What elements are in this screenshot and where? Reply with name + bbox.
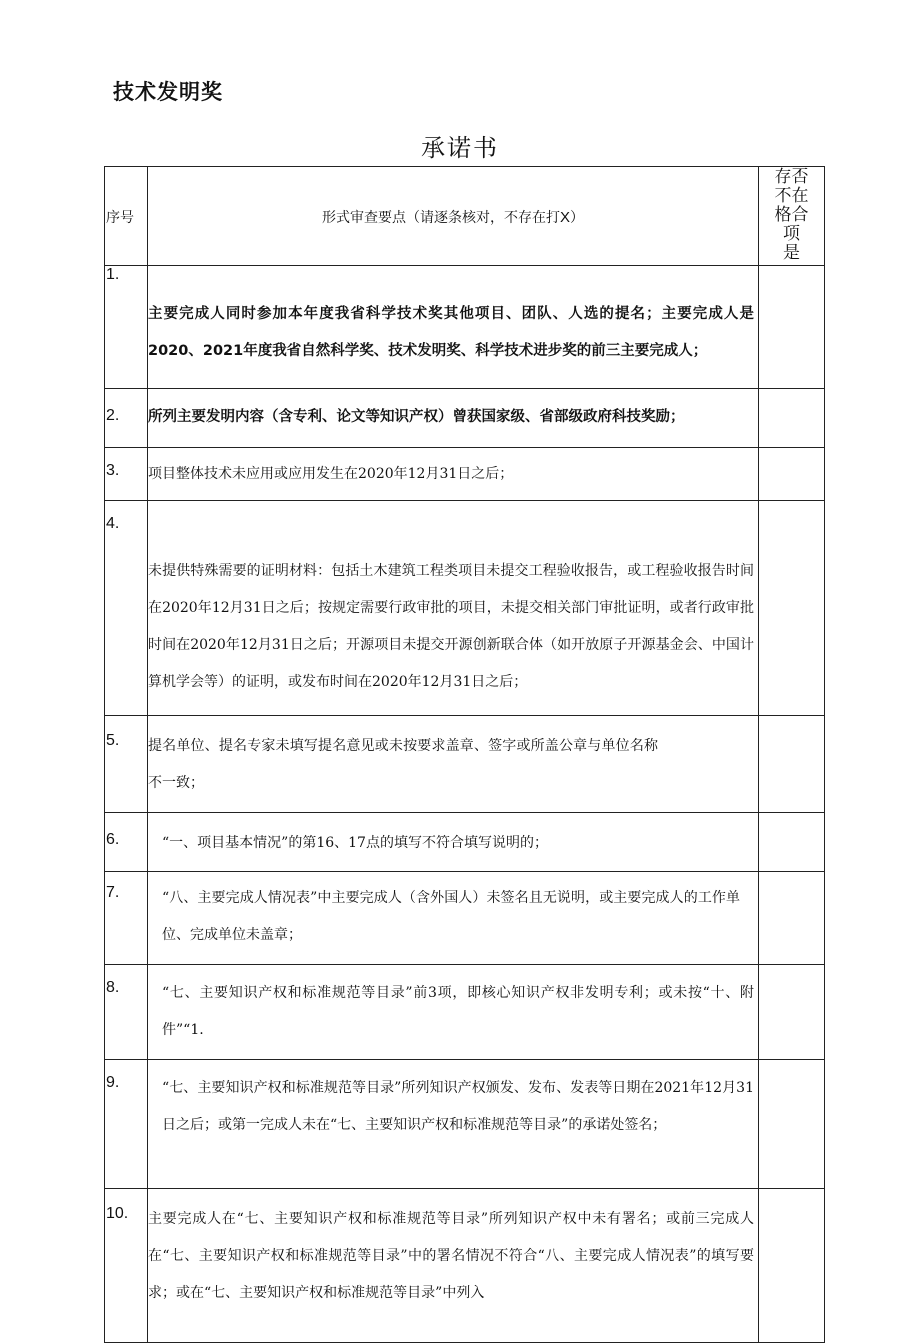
- row-text: 所列主要发明内容（含专利、论文等知识产权）曾获国家级、省部级政府科技奖励；: [148, 389, 759, 448]
- row-check-cell[interactable]: [759, 965, 825, 1060]
- header-compliance-line4: 项: [783, 224, 800, 244]
- table-row: [105, 448, 825, 501]
- row-check-cell[interactable]: [759, 266, 825, 389]
- header-review-point: [148, 167, 759, 266]
- row-check-cell[interactable]: [759, 1060, 825, 1189]
- row-text: 未提供特殊需要的证明材料：包括土木建筑工程类项目未提交工程验收报告，或工程验收报告时间在2020年12月31日之后；按规定需要行政审批的项目，未提交相关部门审批证明，或者行政审批时间在2020年12月31日之后；开源项目未提交开源创新联合体（如开放原子开源基金会、中国计算机学会等）的证明，或发布时间在2020年12月31日之后；: [148, 501, 759, 716]
- row-check-cell[interactable]: [759, 716, 825, 813]
- header-review-point-mark: X: [559, 209, 570, 226]
- document-heading: 技术发明奖: [113, 80, 223, 104]
- table-row: [105, 965, 825, 1060]
- table-row: [105, 1189, 825, 1343]
- row-number: 1.: [105, 266, 148, 389]
- table-header-row: [105, 167, 825, 266]
- header-compliance-line5: 是: [783, 243, 800, 263]
- row-text: “七、主要知识产权和标准规范等目录”前3项，即核心知识产权非发明专利；或未按“十、附件”“1.: [148, 965, 759, 1060]
- row-number: 2.: [105, 389, 148, 448]
- header-compliance: [759, 167, 825, 266]
- table-row: [105, 501, 825, 716]
- row-text: 主要完成人同时参加本年度我省科学技术奖其他项目、团队、人选的提名；主要完成人是2020、2021年度我省自然科学奖、技术发明奖、科学技术进步奖的前三主要完成人；: [148, 266, 759, 389]
- header-review-point-prefix: 形式审查要点（请逐条核对，不存在打: [321, 210, 560, 226]
- table-row: [105, 813, 825, 872]
- row-check-cell[interactable]: [759, 501, 825, 716]
- row-check-cell[interactable]: [759, 872, 825, 965]
- table-row: [105, 872, 825, 965]
- table-row: [105, 1060, 825, 1189]
- row-text: “一、项目基本情况”的第16、17点的填写不符合填写说明的；: [148, 813, 759, 872]
- row-number: 9.: [105, 1060, 148, 1189]
- row-text: “八、主要完成人情况表”中主要完成人（含外国人）未签名且无说明，或主要完成人的工作单位、完成单位未盖章；: [148, 872, 759, 965]
- row-text: 主要完成人在“七、主要知识产权和标准规范等目录”所列知识产权中未有署名；或前三完成人在“七、主要知识产权和标准规范等目录”中的署名情况不符合“八、主要完成人情况表”的填写要求；或在“七、主要知识产权和标准规范等目录”中列入: [148, 1189, 759, 1343]
- row-text: 提名单位、提名专家未填写提名意见或未按要求盖章、签字或所盖公章与单位名称不一致；: [148, 716, 759, 813]
- row-number: 8.: [105, 965, 148, 1060]
- row-number: 5.: [105, 716, 148, 813]
- row-number: 7.: [105, 872, 148, 965]
- document-title: 承诺书: [421, 134, 499, 162]
- row-check-cell[interactable]: [759, 813, 825, 872]
- header-review-point-suffix: ）: [570, 210, 584, 226]
- review-checklist-table: [104, 166, 825, 1343]
- table-row: [105, 716, 825, 813]
- header-seq: 序号: [105, 167, 148, 266]
- row-text: “七、主要知识产权和标准规范等目录”所列知识产权颁发、发布、发表等日期在2021年12月31日之后；或第一完成人未在“七、主要知识产权和标准规范等目录”的承诺处签名；: [148, 1060, 759, 1189]
- table-row: [105, 266, 825, 389]
- header-compliance-line3: 格合: [774, 205, 809, 225]
- header-compliance-line2: 不在: [774, 186, 809, 206]
- header-compliance-line1: 存否: [774, 167, 809, 187]
- row-check-cell[interactable]: [759, 1189, 825, 1343]
- table-row: [105, 389, 825, 448]
- row-number: 3.: [105, 448, 148, 501]
- row-check-cell[interactable]: [759, 389, 825, 448]
- row-number: 10.: [105, 1189, 148, 1343]
- row-number: 6.: [105, 813, 148, 872]
- row-number: 4.: [105, 501, 148, 716]
- row-check-cell[interactable]: [759, 448, 825, 501]
- row-text: 项目整体技术未应用或应用发生在2020年12月31日之后；: [148, 448, 759, 501]
